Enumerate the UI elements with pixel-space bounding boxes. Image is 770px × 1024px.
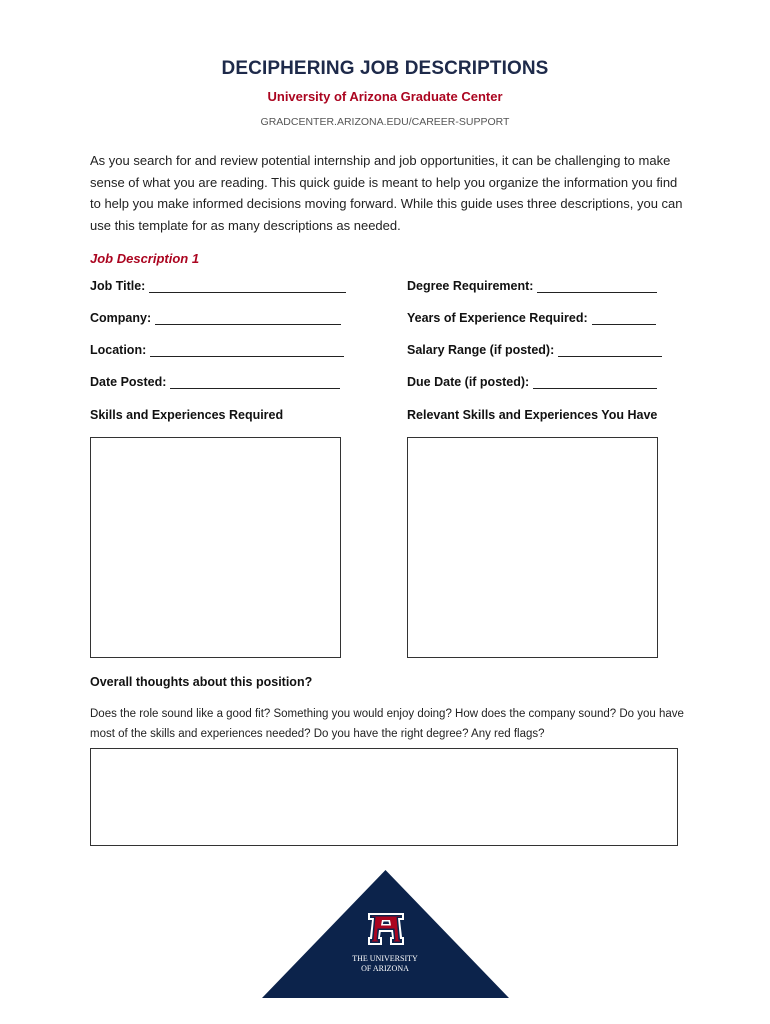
due-date-input-line[interactable]: [533, 376, 657, 389]
location-input-line[interactable]: [150, 344, 344, 357]
overall-thoughts-box[interactable]: [90, 748, 678, 846]
overall-thoughts-prompt: Does the role sound like a good fit? Something you would enjoy doing? How does the company sound? Do you have most of the skills and experiences needed? Do you have the right degree? Any red flags?: [90, 708, 684, 740]
date-posted-label: Date Posted:: [90, 375, 167, 389]
degree-requirement-label: Degree Requirement:: [407, 279, 534, 293]
degree-requirement-input-line[interactable]: [537, 280, 657, 293]
years-experience-input-line[interactable]: [592, 312, 656, 325]
location-label: Location:: [90, 343, 147, 357]
job-title-field[interactable]: [90, 279, 346, 293]
company-field[interactable]: [90, 311, 341, 325]
date-posted-input-line[interactable]: [170, 376, 340, 389]
website-url: GRADCENTER.ARIZONA.EDU/CAREER-SUPPORT: [260, 116, 510, 128]
page-title: DECIPHERING JOB DESCRIPTIONS: [221, 58, 549, 79]
intro-paragraph: As you search for and review potential internship and job opportunities, it can be challenging to make sense of what you are reading. This quick guide is meant to help you organize the information you find to help you make informed decisions moving forward. While this guide uses three descriptions, you can use this template for as many descriptions as needed.: [90, 153, 683, 234]
salary-range-label: Salary Range (if posted):: [407, 343, 555, 357]
logo-text-line-1: THE UNIVERSITY: [352, 954, 418, 963]
skills-you-have-box[interactable]: [407, 437, 658, 658]
due-date-label: Due Date (if posted):: [407, 375, 530, 389]
years-experience-label: Years of Experience Required:: [407, 311, 588, 325]
salary-range-input-line[interactable]: [558, 344, 662, 357]
page-subtitle: University of Arizona Graduate Center: [267, 89, 503, 104]
skills-required-label: Skills and Experiences Required: [90, 408, 284, 422]
salary-range-field[interactable]: [407, 343, 662, 357]
degree-requirement-field[interactable]: [407, 279, 657, 293]
skills-you-have-label: Relevant Skills and Experiences You Have: [407, 408, 658, 422]
due-date-field[interactable]: [407, 375, 657, 389]
arizona-block-a-icon: [365, 907, 407, 949]
location-field[interactable]: [90, 343, 344, 357]
overall-thoughts-question: Overall thoughts about this position?: [90, 675, 313, 689]
date-posted-field[interactable]: [90, 375, 340, 389]
job-description-heading: Job Description 1: [90, 251, 200, 266]
company-input-line[interactable]: [155, 312, 341, 325]
job-title-input-line[interactable]: [149, 280, 346, 293]
skills-required-box[interactable]: [90, 437, 341, 658]
logo-text-line-2: OF ARIZONA: [361, 964, 409, 973]
company-label: Company:: [90, 311, 152, 325]
job-title-label: Job Title:: [90, 279, 146, 293]
years-experience-field[interactable]: [407, 311, 656, 325]
